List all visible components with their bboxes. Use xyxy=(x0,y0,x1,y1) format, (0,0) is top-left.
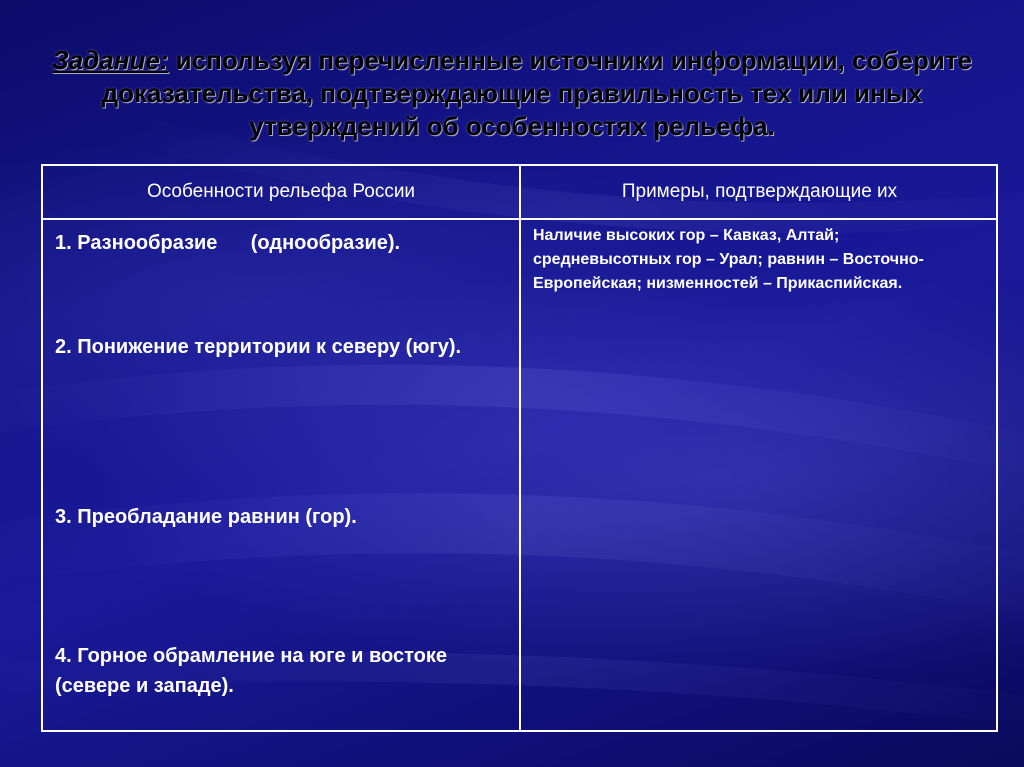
task-title xyxy=(40,44,984,143)
feature-item-4: 4. Горное обрамление на юге и востоке (севере и западе). xyxy=(55,645,453,697)
column-divider xyxy=(519,166,521,730)
feature-item-3: 3. Преобладание равнин (гор). xyxy=(55,506,357,528)
header-examples: Примеры, подтверждающие их xyxy=(621,181,898,202)
header-divider xyxy=(43,218,996,220)
task-label: Задание: xyxy=(52,45,169,75)
relief-table xyxy=(41,164,998,732)
header-features: Особенности рельефа России xyxy=(146,181,416,202)
feature-item-2: 2. Понижение территории к северу (югу). xyxy=(55,336,462,358)
task-text: используя перечисленные источники информации, соберите доказательства, подтверждающие правильность тех или иных утверждений об особенностях рельефа. xyxy=(101,45,972,141)
example-text: Наличие высоких гор – Кавказ, Алтай; средневысотных гор – Урал; равнин – Восточно-Европейская; низменностей – Прикаспийская. xyxy=(533,227,924,292)
feature-item-1: 1. Разнообразие (однообразие). xyxy=(55,232,401,254)
